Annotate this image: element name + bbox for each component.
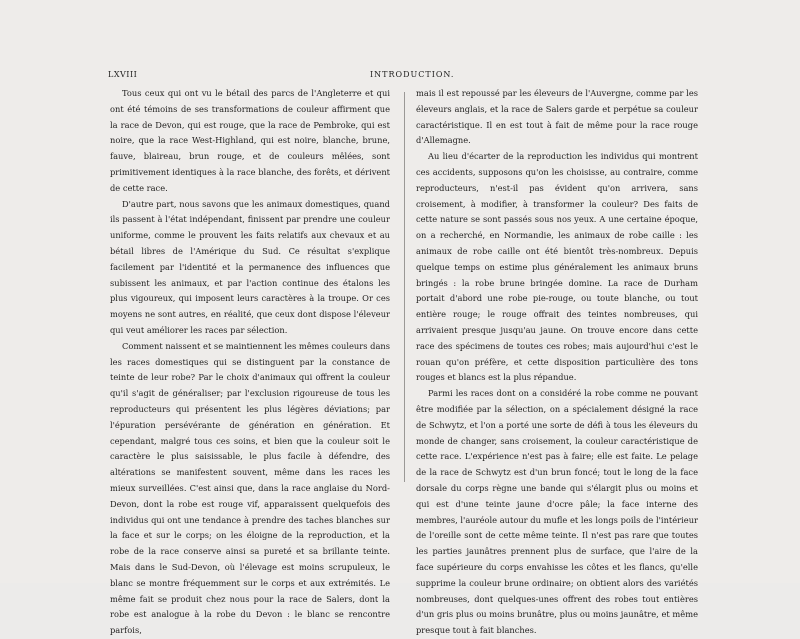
paragraph: Au lieu d'écarter de la reproduction les individus qui montrent ces accidents, supposons qu'on les choisisse, au contraire, comme reproducteurs, n'est-il pas évident qu'on arrivera, sans croisement, à modifier, à transformer la couleur? Des faits de cette nature se sont passés sous nos yeux. A une certaine époque, on a recherché, en Normandie, les animaux de robe caille : les animaux de robe caille ont été bientôt très-nombreux. Depuis quelque temps on estime plus généralement les animaux bruns bringés : la robe brune bringée domine. La race de Durham portait d'abord une robe pie-rouge, ou toute blanche, ou tout entière rouge; le rouge offrait des teintes nombreuses, qui arrivaient presque jusqu'au jaune. On trouve encore dans cette race des spécimens de toutes ces robes; mais aujourd'hui c'est le rouan qu'on préfère, et cette disposition particulière des tons rouges et blancs est la plus répandue. (416, 151, 698, 383)
column-divider (404, 92, 405, 482)
paragraph: mais il est repoussé par les éleveurs de l'Auvergne, comme par les éleveurs anglais, et la race de Salers garde et perpétue sa couleur caractéristique. Il en est tout à fait de même pour la race rouge d'Allemagne. (416, 88, 698, 146)
page-header (108, 70, 705, 84)
right-column (416, 86, 698, 639)
paragraph: Parmi les races dont on a considéré la robe comme ne pouvant être modifiée par la sélection, on a spécialement désigné la race de Schwytz, et l'on a porté une sorte de défi à tous les éleveurs du monde de changer, sans croisement, la couleur caractéristique de cette race. L'expérience n'est pas à faire; elle est faite. Le pelage de la race de Schwytz est d'un brun foncé; tout le long de la face dorsale du corps règne une bande qui s'élargit plus ou moins et qui est d'une teinte jaune d'ocre pâle; la face interne des membres, l'auréole autour du mufle et les longs poils de l'intérieur de l'oreille sont de cette même teinte. Il n'est pas rare que toutes les parties jaunâtres prennent plus de surface, que l'aire de la face supérieure du corps envahisse les côtes et les flancs, qu'elle supprime la couleur brune ordinaire; on obtient alors des variétés nombreuses, dont quelques-unes offrent des robes tout entières d'un gris plus ou moins brunâtre, plus ou moins jaunâtre, et même presque tout à fait blanches. (416, 388, 698, 636)
page-number: LXVIII (108, 70, 138, 79)
paragraph: Comment naissent et se maintiennent les mêmes couleurs dans les races domestiques qui se distinguent par la constance de teinte de leur robe? Par le choix d'animaux qui offrent la couleur qu'il s'agit de généraliser; par l'exclusion rigoureuse de tous les reproducteurs qui présentent les plus légères déviations; par l'épuration persévérante de génération en génération. Et cependant, malgré tous ces soins, et bien que la couleur soit le caractère le plus saisissable, le plus facile à défendre, des altérations se manifestent souvent, même dans les races les mieux surveillées. C'est ainsi que, dans la race anglaise du Nord-Devon, dont la robe est rouge vif, apparaissent quelquefois des individus qui ont une tendance à prendre des taches blanches sur la face et sur le corps; on les éloigne de la reproduction, et la robe de la race conserve ainsi sa pureté et sa brillante teinte. Mais dans le Sud-Devon, où l'élevage est moins scrupuleux, le blanc se montre fréquemment sur le corps et aux extrémités. Le même fait se produit chez nous pour la race de Salers, dont la robe est analogue à la robe du Devon : le blanc se rencontre parfois, (110, 340, 390, 636)
paragraph: Tous ceux qui ont vu le bétail des parcs de l'Angleterre et qui ont été témoins de ses transformations de couleur affirment que la race de Devon, qui est rouge, que la race de Pembroke, qui est noire, que la race West-Highland, qui est noire, blanche, brune, fauve, blaireau, brun rouge, et de couleurs mêlées, sont primitivement identiques à la race blanche, des forêts, et dérivent de cette race. (110, 88, 390, 193)
paragraph: D'autre part, nous savons que les animaux domestiques, quand ils passent à l'état indépendant, finissent par prendre une couleur uniforme, comme le prouvent les faits relatifs aux chevaux et au bétail libres de l'Amérique du Sud. Ce résultat s'explique facilement par l'identité et la permanence des influences que subissent les animaux, et par l'action continue des étalons les plus vigoureux, qui imposent leurs caractères à la troupe. Or ces moyens ne sont autres, en réalité, que ceux dont dispose l'éleveur qui veut améliorer les races par sélection. (110, 198, 390, 335)
running-title: INTRODUCTION. (370, 70, 455, 79)
left-column (110, 86, 390, 639)
